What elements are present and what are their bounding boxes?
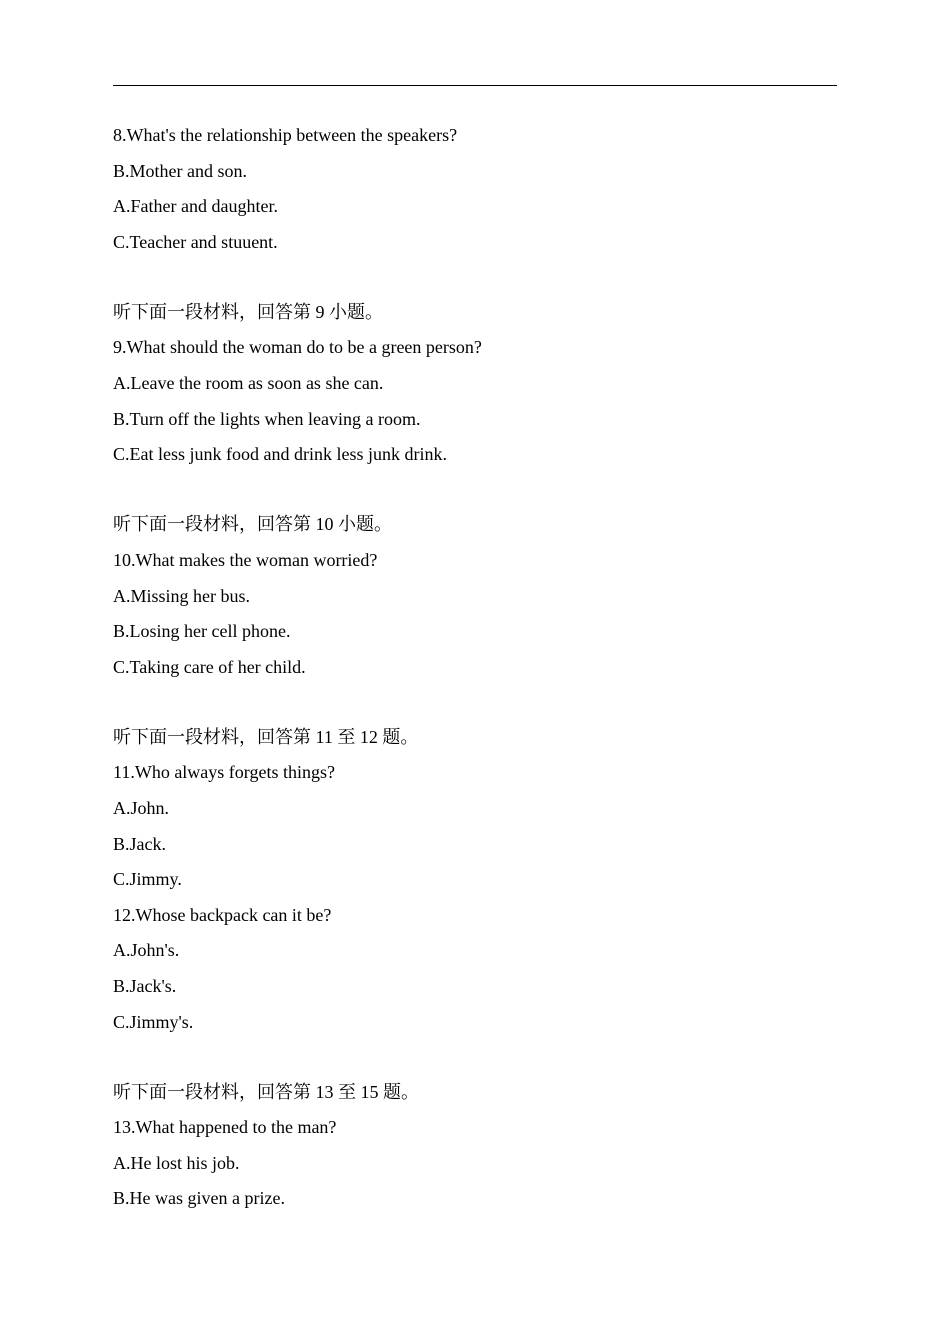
section-spacer <box>113 473 837 508</box>
answer-option: B.Jack. <box>113 833 166 854</box>
section-instruction: 听下面一段材料，回答第 13 至 15 题。 <box>113 1081 419 1102</box>
section-spacer <box>113 685 837 720</box>
answer-option: C.Jimmy's. <box>113 1011 194 1032</box>
document-body <box>113 118 837 1217</box>
listening-section <box>113 118 837 260</box>
answer-option: B.He was given a prize. <box>113 1188 285 1209</box>
question-text: 9.What should the woman do to be a green person? <box>113 337 482 358</box>
answer-option: C.Teacher and stuuent. <box>113 231 278 252</box>
header-rule <box>113 85 837 86</box>
answer-option: B.Losing her cell phone. <box>113 621 291 642</box>
section-spacer <box>113 260 837 295</box>
answer-option: B.Jack's. <box>113 975 177 996</box>
section-instruction: 听下面一段材料，回答第 10 小题。 <box>113 514 392 535</box>
answer-option: A.He lost his job. <box>113 1152 240 1173</box>
answer-option: C.Taking care of her child. <box>113 656 306 677</box>
answer-option: A.Leave the room as soon as she can. <box>113 373 384 394</box>
answer-option: C.Jimmy. <box>113 869 182 890</box>
listening-section <box>113 720 837 1040</box>
answer-option: A.Missing her bus. <box>113 585 251 606</box>
answer-option: A.John's. <box>113 940 180 961</box>
question-text: 8.What's the relationship between the speakers? <box>113 125 458 145</box>
listening-section <box>113 507 837 685</box>
answer-option: C.Eat less junk food and drink less junk drink. <box>113 444 447 465</box>
answer-option: B.Turn off the lights when leaving a room. <box>113 408 421 429</box>
question-text: 11.Who always forgets things? <box>113 762 335 783</box>
answer-option: A.John. <box>113 798 170 818</box>
question-text: 13.What happened to the man? <box>113 1117 337 1138</box>
section-instruction: 听下面一段材料，回答第 11 至 12 题。 <box>113 726 419 747</box>
section-instruction: 听下面一段材料，回答第 9 小题。 <box>113 301 383 322</box>
question-text: 12.Whose backpack can it be? <box>113 904 332 925</box>
section-spacer <box>113 1040 837 1075</box>
listening-section <box>113 295 837 473</box>
answer-option: A.Father and daughter. <box>113 196 278 217</box>
question-text: 10.What makes the woman worried? <box>113 549 378 570</box>
listening-section <box>113 1075 837 1217</box>
answer-option: B.Mother and son. <box>113 160 247 181</box>
